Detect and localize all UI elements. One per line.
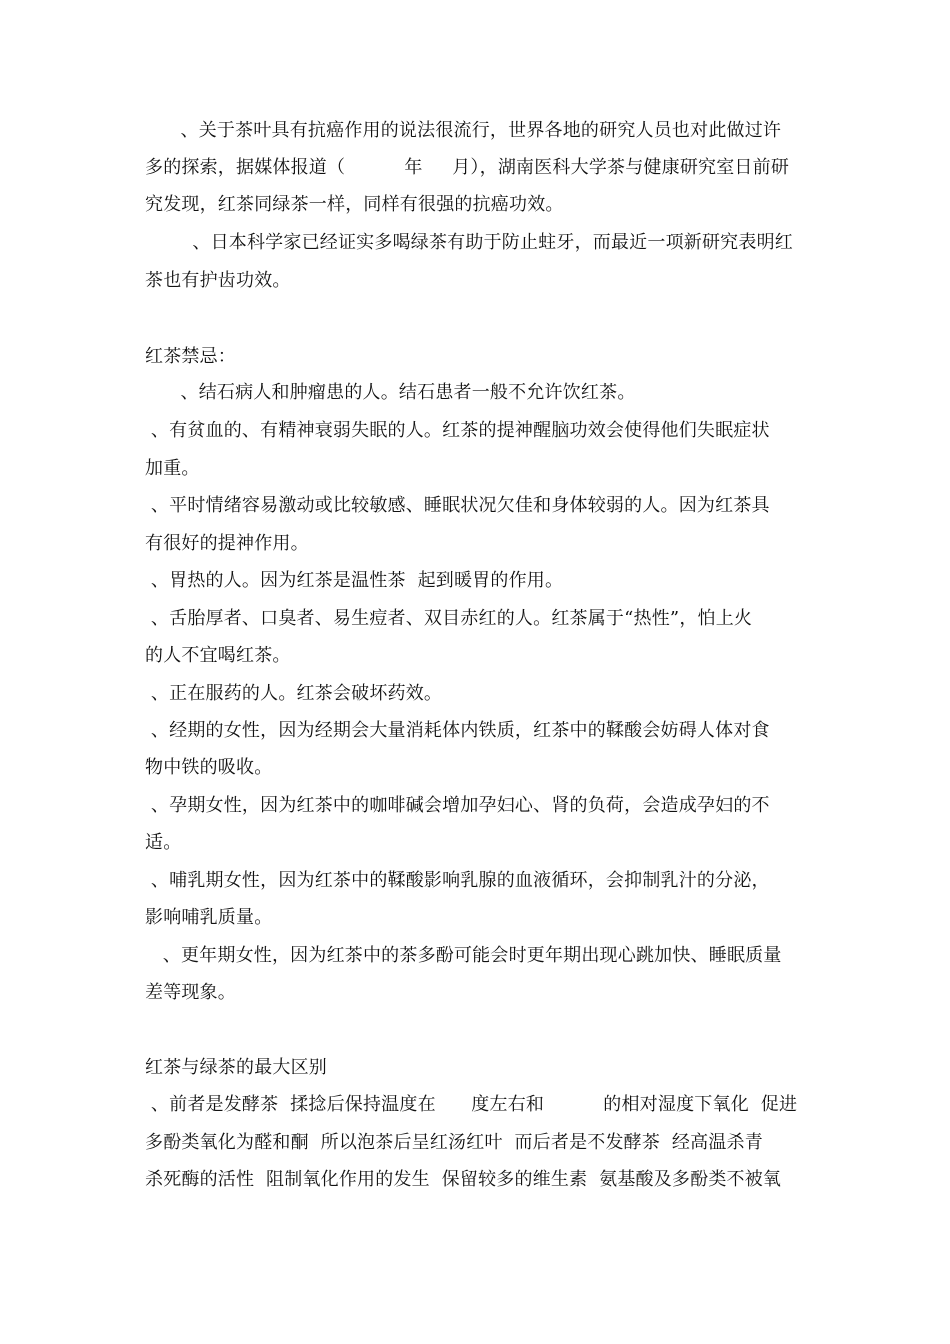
- difference-line: 多酚类氧化为醛和酮 所以泡茶后呈红汤红叶 而后者是不发酵茶 经高温杀青: [145, 1132, 763, 1153]
- taboo-line: 、胃热的人。因为红茶是温性茶 起到暖胃的作用。: [145, 570, 564, 591]
- paragraph-anticancer-line-3: 究发现，红茶同绿茶一样，同样有很强的抗癌功效。: [145, 194, 564, 215]
- paragraph-anticancer-line-2: 多的探索，据媒体报道（ 年 月），湖南医科大学茶与健康研究室日前研: [145, 157, 790, 178]
- taboo-line: 适。: [145, 832, 182, 853]
- taboo-line: 加重。: [145, 458, 200, 479]
- taboo-line: 、正在服药的人。红茶会破坏药效。: [145, 683, 443, 704]
- difference-line: 、前者是发酵茶 揉捻后保持温度在 度左右和 的相对湿度下氧化 促进: [145, 1094, 798, 1115]
- taboo-line: 的人不宜喝红茶。: [145, 645, 291, 666]
- paragraph-teeth-line-1: 、日本科学家已经证实多喝绿茶有助于防止蛀牙，而最近一项新研究表明红: [145, 232, 793, 253]
- difference-line: 杀死酶的活性 阻制氧化作用的发生 保留较多的维生素 氨基酸及多酚类不被氧: [145, 1169, 782, 1190]
- paragraph-teeth-line-2: 茶也有护齿功效。: [145, 270, 291, 291]
- taboo-line: 、平时情绪容易激动或比较敏感、睡眠状况欠佳和身体较弱的人。因为红茶具: [145, 495, 770, 516]
- taboo-line: 、舌胎厚者、口臭者、易生痘者、双目赤红的人。红茶属于“热性”，怕上火: [145, 608, 753, 629]
- taboo-line: 、哺乳期女性，因为红茶中的鞣酸影响乳腺的血液循环，会抑制乳汁的分泌，: [145, 870, 770, 891]
- section-heading-taboo: 红茶禁忌：: [145, 346, 236, 367]
- taboo-line: 、结石病人和肿瘤患的人。结石患者一般不允许饮红茶。: [145, 382, 636, 403]
- taboo-line: 、孕期女性，因为红茶中的咖啡碱会增加孕妇心、肾的负荷，会造成孕妇的不: [145, 795, 770, 816]
- taboo-line: 有很好的提神作用。: [145, 533, 309, 554]
- taboo-line: 差等现象。: [145, 982, 236, 1003]
- taboo-line: 影响哺乳质量。: [145, 907, 273, 928]
- section-heading-difference: 红茶与绿茶的最大区别: [145, 1057, 327, 1078]
- taboo-line: 物中铁的吸收。: [145, 757, 273, 778]
- taboo-line: 、有贫血的、有精神衰弱失眠的人。红茶的提神醒脑功效会使得他们失眠症状: [145, 420, 770, 441]
- taboo-line: 、更年期女性，因为红茶中的茶多酚可能会时更年期出现心跳加快、睡眠质量: [145, 945, 782, 966]
- taboo-line: 、经期的女性，因为经期会大量消耗体内铁质，红茶中的鞣酸会妨碍人体对食: [145, 720, 770, 741]
- paragraph-anticancer-line-1: 、关于茶叶具有抗癌作用的说法很流行，世界各地的研究人员也对此做过许: [145, 120, 782, 141]
